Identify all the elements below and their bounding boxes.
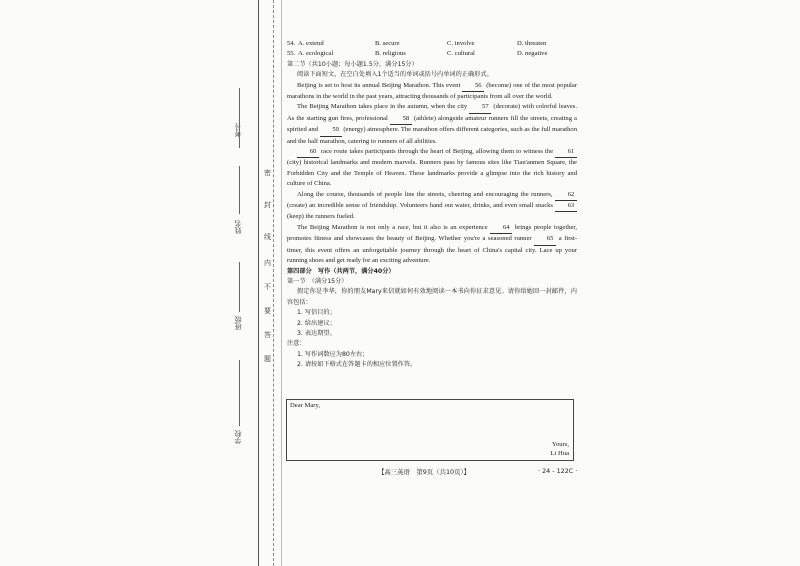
seal-dashed-line xyxy=(273,0,274,566)
blank-64[interactable]: 64 xyxy=(490,223,512,234)
blank-61[interactable]: 61 xyxy=(555,147,577,158)
seal-char: 内 xyxy=(264,259,271,267)
option-d: D. threaten xyxy=(517,40,547,47)
writing-section-1-heading: 第一节 （满分15分） xyxy=(287,277,348,285)
option-a: A. ecological xyxy=(298,50,334,58)
letter-answer-box[interactable] xyxy=(286,399,574,461)
writing-point: 1. 写信目的； xyxy=(297,309,336,317)
label-class: 班级 xyxy=(234,316,242,330)
field-line-name xyxy=(239,166,240,214)
passage-paragraph: 60 race route takes participants through the heart of Beijing, allowing them to witness the 61 (city) historical landmarks and modern marvels. Runners pass by famous sites like Tian'anmen Square, the Forbidden City and the Temple of Heaven. These landmarks provide a glimpse into the rich history and culture of China. xyxy=(287,148,577,188)
blank-58[interactable]: 58 xyxy=(390,114,412,125)
writing-point: 2. 给出建议； xyxy=(297,319,336,327)
passage-paragraph: Along the course, thousands of people line the streets, cheering and encouraging the runners, 62 (create) an incredible sense of friendship. Volunteers hand out water, drinks, and even small snacks 63 (keep) the runners fueled. xyxy=(287,190,577,223)
passage-paragraph: The Beijing Marathon takes place in the autumn, when the city 57 (decorate) with colorful leaves. As the starting gun fires, professional 58 (athlete) alongside amateur runners fill the streets, creating a spirited and 59 (energy) atmosphere. The marathon offers different categories, such as the full marathon and the half marathon, catering to runners of all abilities. xyxy=(287,103,578,145)
blank-57[interactable]: 57 xyxy=(469,102,491,113)
binding-line xyxy=(258,0,259,566)
blank-63[interactable]: 63 xyxy=(555,201,577,212)
letter-signature: Li Hua xyxy=(550,450,569,457)
blank-60[interactable]: 60 xyxy=(297,147,319,158)
part-4-heading: 第四部分 写作（共两节，满分40分） xyxy=(287,267,395,275)
label-school: 学校 xyxy=(234,430,242,444)
passage-paragraph: The Beijing Marathon is not only a race, but it also is an experience 64 brings people together, promotes fitness and showcases the beauty of Beijing. Whether you're a seasoned runner 65 a first-timer, this event offers an unforgettable journey through the heart of China's capital city. Lace up your running shoes and get ready for an exciting adventure. xyxy=(287,223,578,265)
seal-char: 题 xyxy=(264,355,271,363)
letter-salutation: Dear Mary, xyxy=(290,402,320,409)
seal-char: 密 xyxy=(264,169,271,177)
section-2-heading: 第二节（共10小题；每小题1.5分，满分15分） xyxy=(287,60,418,68)
question-number: 55. xyxy=(287,50,296,58)
page-footer: 【高三英语 第9页（共10页）】 xyxy=(378,468,471,476)
field-line-class xyxy=(239,262,240,312)
passage-paragraph: Beijing is set to host its annual Beijing Marathon. This event 56 (become) one of the most popular marathons in the world in the past years, attracting thousands of participants from all over the world. xyxy=(287,81,577,100)
option-d: D. negative xyxy=(517,50,548,58)
question-number: 54. xyxy=(287,40,296,47)
note-item: 1. 写作词数应为80左右； xyxy=(297,350,369,358)
blank-59[interactable]: 59 xyxy=(320,125,342,136)
seal-char: 答 xyxy=(264,331,271,339)
option-a: A. extend xyxy=(298,40,324,47)
label-name: 姓名 xyxy=(234,220,242,234)
question-text xyxy=(287,39,577,371)
blank-62[interactable]: 62 xyxy=(555,190,577,201)
field-line-school xyxy=(239,360,240,426)
label-exam-number: 考号 xyxy=(234,123,242,137)
paper-code: · 24 - 122C · xyxy=(538,467,578,475)
letter-closing: Yours, xyxy=(551,441,569,448)
section-2-instruction: 阅读下面短文，在空白处填入1个适当的单词或括号内单词的正确形式。 xyxy=(297,71,493,79)
seal-char: 要 xyxy=(264,307,271,315)
option-b: B. secure xyxy=(375,40,400,47)
options-row-54 xyxy=(287,39,577,49)
field-line-exam-number xyxy=(239,88,240,148)
blank-65[interactable]: 65 xyxy=(534,234,556,245)
seal-char: 线 xyxy=(264,233,271,241)
options-row-55 xyxy=(287,49,577,59)
option-b: B. religious xyxy=(375,50,406,58)
writing-prompt: 假定你是李华，你的朋友Mary来信就如何有效地阅读一本书向你征求意见。请你给她回一封邮件，内容包括： xyxy=(287,288,577,306)
note-item: 2. 请按如下格式在答题卡的相应位置作答。 xyxy=(297,361,417,369)
option-c: C. cultural xyxy=(447,50,475,58)
blank-56[interactable]: 56 xyxy=(462,81,484,92)
writing-point: 3. 表达期望。 xyxy=(297,329,336,337)
margin-edge-line xyxy=(281,0,282,566)
seal-char: 封 xyxy=(264,201,271,209)
note-label: 注意： xyxy=(287,340,306,348)
option-c: C. involve xyxy=(447,40,475,47)
seal-char: 不 xyxy=(264,283,271,291)
